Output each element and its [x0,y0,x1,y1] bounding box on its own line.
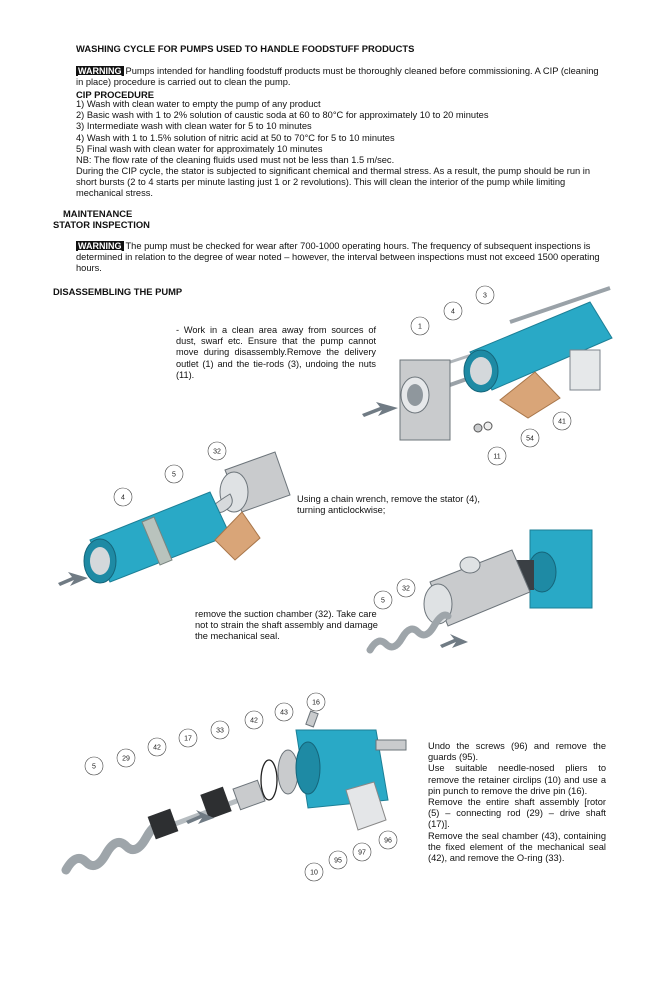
svg-text:42: 42 [250,717,258,725]
cip-steps [76,99,616,166]
svg-text:4: 4 [451,308,455,316]
callout-42 [245,711,263,729]
callout-3 [476,286,494,304]
callout-16 [307,693,325,711]
direction-arrow [58,572,88,586]
cip-step: 5) Final wash with clean water for approximately 10 minutes [76,143,323,154]
cip-step: 4) Wash with 1 to 1.5% solution of nitric acid at 50 to 70°C for 5 to 10 minutes [76,132,395,143]
callout-5 [85,757,103,775]
callout-95 [329,851,347,869]
callout-43 [275,703,293,721]
disassembly-heading: DISASSEMBLING THE PUMP [53,286,183,297]
cip-heading: CIP PROCEDURE [76,89,154,100]
disassembly-step-4-line: Undo the screws (96) and remove the guards (95). [428,741,606,763]
svg-text:42: 42 [153,744,161,752]
maintenance-warning-text: The pump must be checked for wear after 700-1000 operating hours. The frequency of subsequent inspections is determined in relation to the degree of wear noted – however, the interval between inspections must not exceed 1500 operating hours. [76,241,600,274]
housing-flange [296,742,320,794]
svg-text:5: 5 [92,763,96,771]
callout-10 [305,863,323,881]
nut [474,424,482,432]
disassembly-step-4 [428,741,606,864]
svg-text:5: 5 [172,471,176,479]
disassembly-step-4-line: Remove the seal chamber (43), containing the fixed element of the mechanical seal (42), and remove the O-ring (33). [428,830,606,864]
svg-text:1: 1 [418,323,422,331]
svg-text:4: 4 [121,494,125,502]
callout-5 [165,465,183,483]
callout-32 [208,442,226,460]
disassembly-step-4-line: Use suitable needle-nosed pliers to remove the retainer circlips (10) and use a pin punch to remove the drive pin (16). [428,763,606,796]
stator-bore [470,357,492,385]
svg-text:16: 16 [312,699,320,707]
stator-inspection-heading: STATOR INSPECTION [53,219,150,230]
disassembly-step-3: remove the suction chamber (32). Take care not to strain the shaft assembly and damage the mechanical seal. [195,609,378,642]
svg-text:43: 43 [280,709,288,717]
svg-text:97: 97 [358,849,366,857]
callout-42b [148,738,166,756]
callout-11 [488,447,506,465]
chamber-port [460,557,480,573]
svg-text:32: 32 [402,585,410,593]
callout-29 [117,749,135,767]
svg-text:10: 10 [310,869,318,877]
cip-step: 2) Basic wash with 1 to 2% solution of caustic soda at 60 to 80°C for approximately 10 to 20 minutes [76,110,489,121]
washing-warning-paragraph [76,66,606,88]
svg-text:33: 33 [216,727,224,735]
o-ring [261,760,277,800]
callout-5 [374,591,392,609]
washing-warning-text: Pumps intended for handling foodstuff products must be thoroughly cleaned before commissioning. A CIP (cleaning in place) procedure is carried out to clean the pump. [76,66,599,88]
cip-step: 3) Intermediate wash with clean water for 5 to 10 minutes [76,121,312,132]
svg-text:41: 41 [558,418,566,426]
svg-text:17: 17 [184,735,192,743]
figure-shaft-assembly-exploded [56,690,416,890]
maintenance-heading: MAINTENANCE [63,208,133,219]
warning-tag: WARNING [78,241,122,251]
warning-tag: WARNING [78,66,122,76]
drive-pin [306,711,318,727]
disassembly-step-1: - Work in a clean area away from sources of dust, swarf etc. Ensure that the pump cannot move during disassembly.Remove the delivery outlet (1) and the tie-rods (3), undoing the nuts (11). [176,325,376,380]
stator-bore [90,547,110,575]
callout-17 [179,729,197,747]
disassembly-step-2: Using a chain wrench, remove the stator (4), turning anticlockwise; [297,494,480,516]
figure-stator-removal [60,440,300,590]
maintenance-warning-paragraph [76,241,606,275]
rotor [370,615,448,650]
direction-arrow [440,634,468,648]
cip-step: 1) Wash with clean water to empty the pump of any product [76,99,321,109]
callout-4 [114,488,132,506]
svg-text:5: 5 [381,597,385,605]
svg-text:54: 54 [526,435,534,443]
washer [484,422,492,430]
figure-suction-chamber-removal [370,520,610,670]
svg-text:11: 11 [493,453,501,461]
end-bracket [570,350,600,390]
callout-41 [553,412,571,430]
svg-text:29: 29 [122,755,130,763]
cip-note: During the CIP cycle, the stator is subjected to significant chemical and thermal stress. As a result, the pump should be run in short bursts (2 to 4 starts per minute lasting just 1 or 2 revolutions). This will clean the interior of the pump while limiting mechanical stress. [76,166,590,199]
callout-96 [379,831,397,849]
svg-text:32: 32 [213,448,221,456]
callout-32 [397,579,415,597]
direction-arrow [362,402,398,417]
figure-delivery-outlet-removal [360,280,620,470]
callout-54 [521,429,539,447]
callout-97 [353,843,371,861]
washing-title: WASHING CYCLE FOR PUMPS USED TO HANDLE FOODSTUFF PRODUCTS [76,43,415,54]
svg-text:95: 95 [334,857,342,865]
drive-shaft [233,780,265,810]
svg-text:96: 96 [384,837,392,845]
callout-33 [211,721,229,739]
output-shaft [376,740,406,750]
outlet-bore [407,384,423,406]
disassembly-step-4-line: Remove the entire shaft assembly [rotor (5) – connecting rod (29) – drive shaft (17)]. [428,797,606,830]
cip-nb: NB: The flow rate of the cleaning fluids used must not be less than 1.5 m/sec. [76,155,395,166]
svg-text:3: 3 [483,292,487,300]
seal-chamber [278,750,298,794]
callout-4 [444,302,462,320]
callout-1 [411,317,429,335]
rotor [66,825,164,871]
